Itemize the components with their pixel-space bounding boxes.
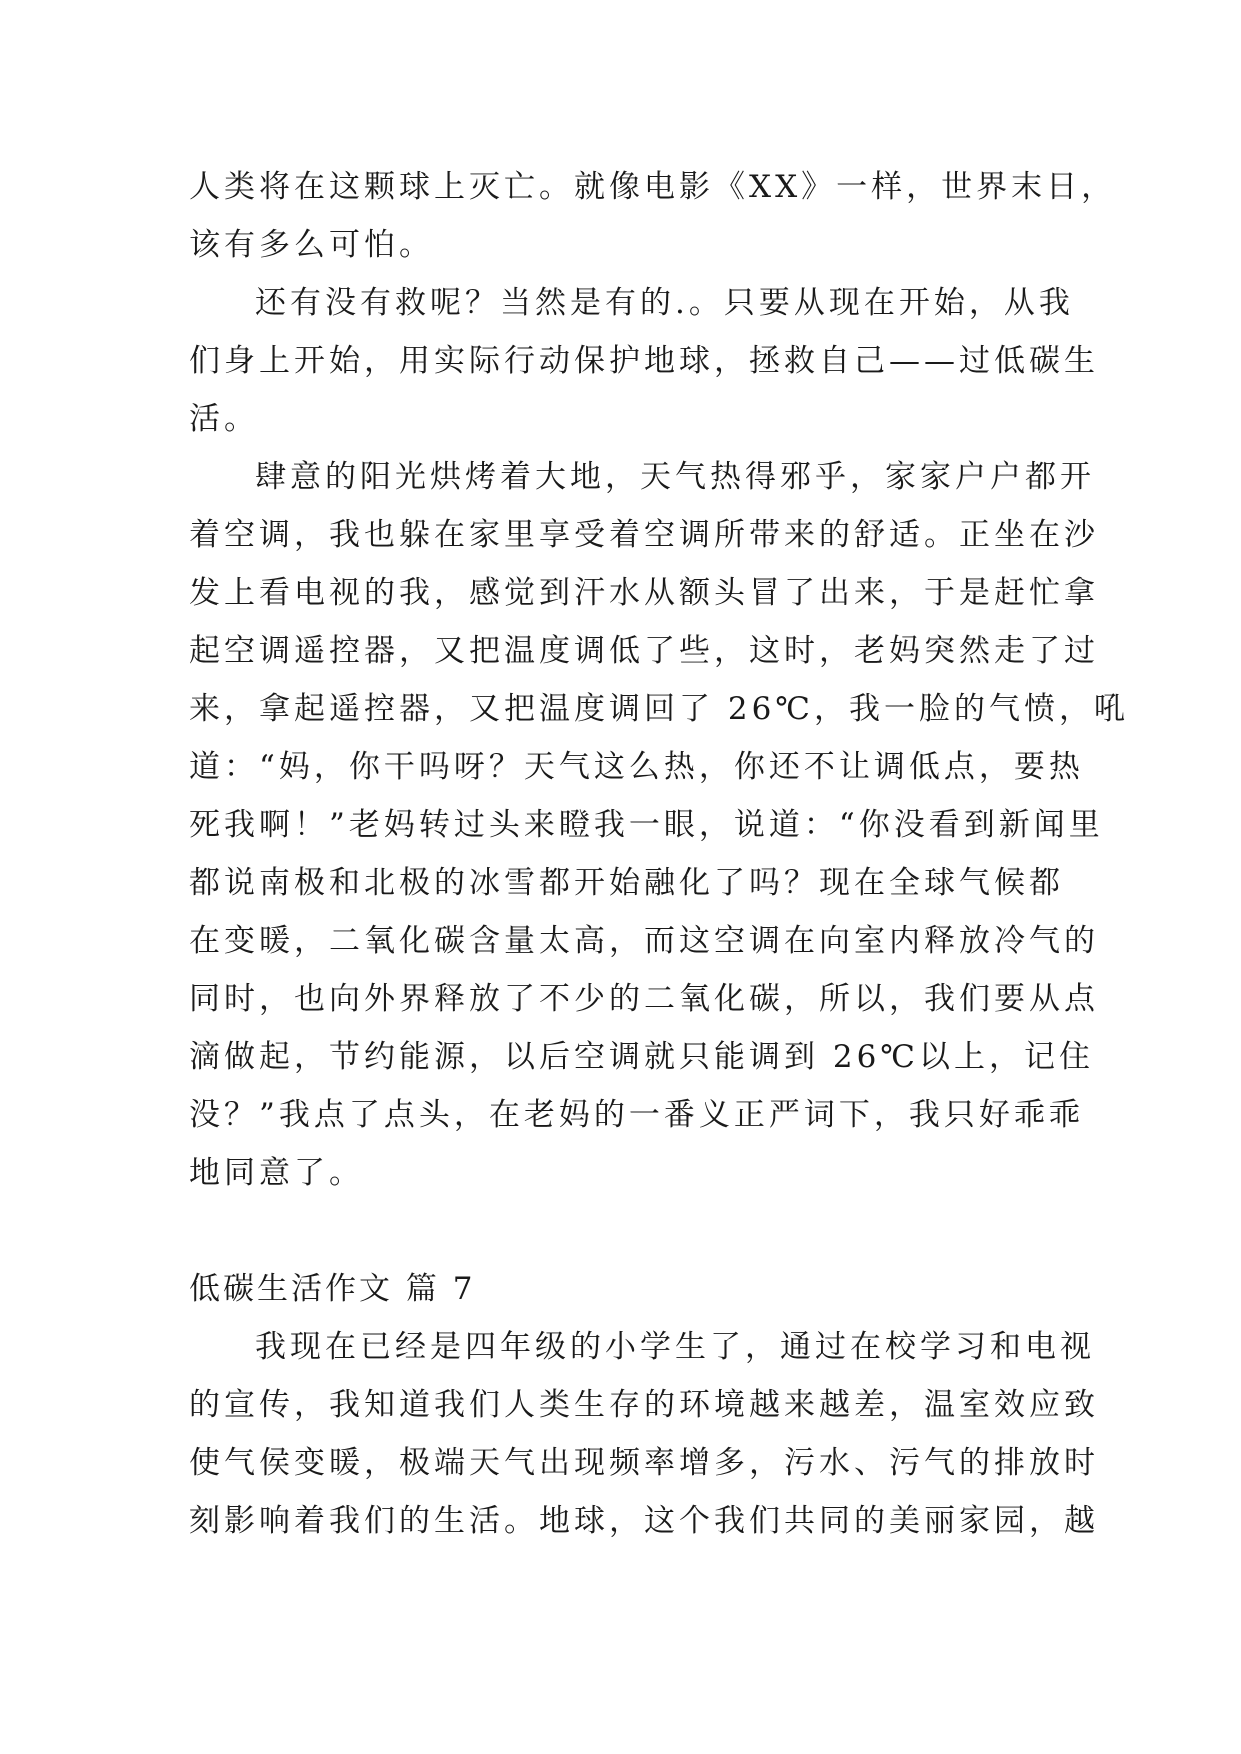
text-line: 着空调，我也躲在家里享受着空调所带来的舒适。正坐在沙 (189, 517, 1099, 553)
text-line: 发上看电视的我，感觉到汗水从额头冒了出来，于是赶忙拿 (189, 575, 1099, 611)
text-line: 同时，也向外界释放了不少的二氧化碳，所以，我们要从点 (189, 981, 1099, 1017)
text-line: 该有多么可怕。 (189, 227, 434, 263)
text-line: 活。 (189, 401, 259, 437)
paragraph-start-line: 我现在已经是四年级的小学生了，通过在校学习和电视 (255, 1329, 1095, 1365)
text-line: 人类将在这颗球上灭亡。就像电影《XX》一样，世界末日， (189, 169, 1117, 205)
text-line: 刻影响着我们的生活。地球，这个我们共同的美丽家园，越 (189, 1503, 1099, 1539)
text-line: 们身上开始，用实际行动保护地球，拯救自己——过低碳生 (189, 343, 1099, 379)
section-heading: 低碳生活作文 篇 7 (189, 1271, 476, 1307)
document-page (189, 158, 1129, 1550)
text-line: 道：“妈，你干吗呀？天气这么热，你还不让调低点，要热 (189, 749, 1084, 785)
text-line: 在变暖，二氧化碳含量太高，而这空调在向室内释放冷气的 (189, 923, 1099, 959)
text-line: 来，拿起遥控器，又把温度调回了 26℃，我一脸的气愤，吼 (189, 691, 1129, 727)
text-line: 都说南极和北极的冰雪都开始融化了吗？现在全球气候都 (189, 865, 1064, 901)
text-line: 没？”我点了点头，在老妈的一番义正严词下，我只好乖乖 (189, 1097, 1084, 1133)
text-line: 使气侯变暖，极端天气出现频率增多，污水、污气的排放时 (189, 1445, 1099, 1481)
text-line: 起空调遥控器，又把温度调低了些，这时，老妈突然走了过 (189, 633, 1099, 669)
text-line: 地同意了。 (189, 1155, 364, 1191)
text-line: 的宣传，我知道我们人类生存的环境越来越差，温室效应致 (189, 1387, 1099, 1423)
text-line: 滴做起，节约能源，以后空调就只能调到 26℃以上，记住 (189, 1039, 1094, 1075)
paragraph-start-line: 肆意的阳光烘烤着大地，天气热得邪乎，家家户户都开 (255, 459, 1095, 495)
paragraph-start-line: 还有没有救呢？当然是有的.。只要从现在开始，从我 (255, 285, 1074, 321)
text-line: 死我啊！”老妈转过头来瞪我一眼，说道：“你没看到新闻里 (189, 807, 1104, 843)
